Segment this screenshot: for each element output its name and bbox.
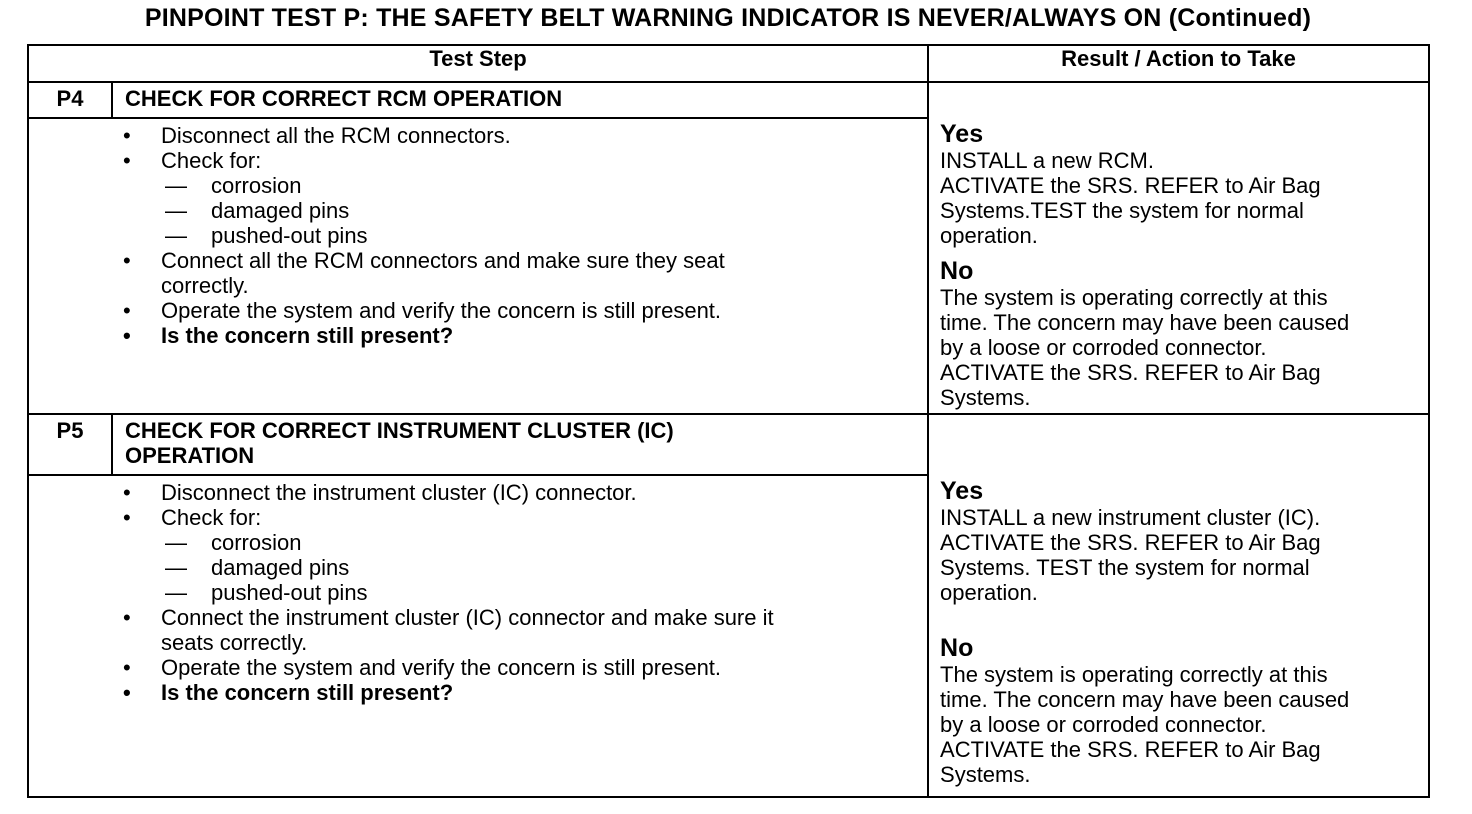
no-label: No [940,257,974,285]
result-line: ACTIVATE the SRS. REFER to Air Bag [940,737,1321,762]
result-line: time. The concern may have been caused [940,310,1350,335]
table-header-row [28,45,1429,82]
list-item: • Connect the instrument cluster (IC) connector and make sure it [123,605,774,630]
step-p5-result [928,414,1429,797]
list-item: • Operate the system and verify the concern is still present. [123,655,722,680]
step-id: P4 [28,82,112,118]
dash-icon: — [165,580,187,605]
list-item: • Is the concern still present? [123,680,454,705]
step-id: P5 [28,414,112,475]
step-p4-instructions [28,118,928,414]
step-name-line: OPERATION [125,443,255,468]
step-name: CHECK FOR CORRECT RCM OPERATION [112,82,928,118]
result-line: operation. [940,223,1038,248]
step-p4-result [928,82,1429,414]
step-p5-title-row [28,414,1429,475]
result-line: by a loose or corroded connector. [940,712,1267,737]
result-line: by a loose or corroded connector. [940,335,1267,360]
result-line: The system is operating correctly at this [940,662,1328,687]
step-p4-title-row [28,82,1429,118]
result-line: The system is operating correctly at this [940,285,1328,310]
bullet-icon: • [123,148,131,173]
bullet-icon: • [123,605,131,630]
bullet-icon: • [123,323,131,348]
result-line: ACTIVATE the SRS. REFER to Air Bag [940,530,1321,555]
list-item: — corrosion [165,173,302,198]
header-test-step: Test Step [28,45,928,82]
result-line: Systems. [940,762,1031,787]
dash-icon: — [165,555,187,580]
bullet-icon: • [123,123,131,148]
result-line: ACTIVATE the SRS. REFER to Air Bag [940,173,1321,198]
header-result: Result / Action to Take [928,45,1429,82]
list-item: • Check for: [123,148,262,173]
list-item: — corrosion [165,530,302,555]
bullet-icon: • [123,655,131,680]
result-line: Systems.TEST the system for normal [940,198,1304,223]
step-p5-instructions [28,475,928,797]
pinpoint-test-table [27,44,1430,798]
dash-icon: — [165,530,187,555]
bullet-icon: • [123,680,131,705]
list-item: — pushed-out pins [165,580,368,605]
result-line: Systems. TEST the system for normal [940,555,1310,580]
bullet-icon: • [123,298,131,323]
list-item: • Is the concern still present? [123,323,454,348]
list-item: • Connect all the RCM connectors and make sure they seat [123,248,725,273]
yes-label: Yes [940,477,984,505]
list-item: seats correctly. [161,630,308,655]
list-item: • Check for: [123,505,262,530]
list-item: • Disconnect all the RCM connectors. [123,123,511,148]
list-item: • Disconnect the instrument cluster (IC) connector. [123,480,637,505]
dash-icon: — [165,223,187,248]
result-line: ACTIVATE the SRS. REFER to Air Bag [940,360,1321,385]
list-item: • Operate the system and verify the concern is still present. [123,298,722,323]
list-item: — damaged pins [165,198,350,223]
list-item: correctly. [161,273,249,298]
dash-icon: — [165,173,187,198]
no-label: No [940,634,974,662]
step-name [112,414,928,475]
result-line: time. The concern may have been caused [940,687,1350,712]
page-title: PINPOINT TEST P: THE SAFETY BELT WARNING INDICATOR IS NEVER/ALWAYS ON (Continued) [144,4,1312,32]
step-name-line: CHECK FOR CORRECT INSTRUMENT CLUSTER (IC) [125,418,674,443]
result-line: Systems. [940,385,1031,410]
result-line: INSTALL a new RCM. [940,148,1154,173]
list-item: — damaged pins [165,555,350,580]
dash-icon: — [165,198,187,223]
list-item: — pushed-out pins [165,223,368,248]
bullet-icon: • [123,505,131,530]
result-line: INSTALL a new instrument cluster (IC). [940,505,1321,530]
bullet-icon: • [123,248,131,273]
bullet-icon: • [123,480,131,505]
result-line: operation. [940,580,1038,605]
yes-label: Yes [940,120,984,148]
